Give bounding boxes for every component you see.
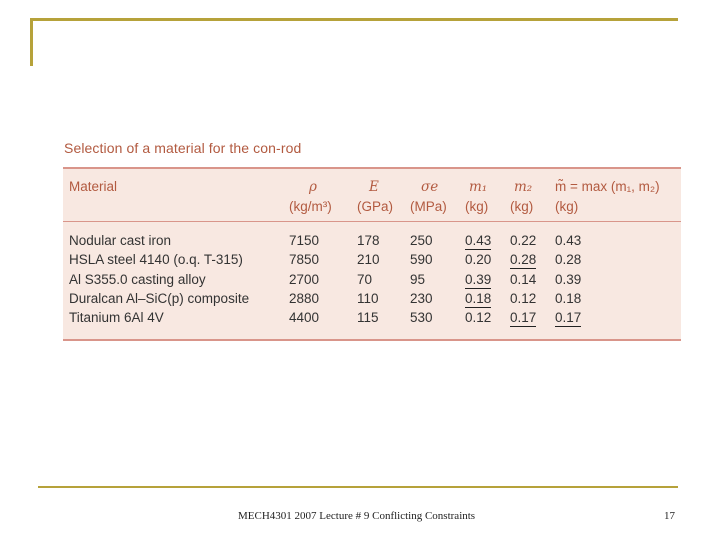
row-2-m2: 0.28 [510,252,537,267]
row-2-m1: 0.20 [465,252,492,267]
material-table [63,167,681,341]
row-1-material: Nodular cast iron [69,233,172,248]
row-5-mmax: 0.17 [555,310,582,325]
row-5-density: 4400 [289,310,320,325]
header-m2-unit: (kg) [510,199,534,214]
row-2-density: 7850 [289,252,320,267]
row-2-modulus: 210 [357,252,380,267]
row-3-modulus: 70 [357,272,373,287]
header-e-symbol: E [369,179,379,195]
header-e-unit: (GPa) [357,199,394,214]
row-1-density: 7150 [289,233,320,248]
row-1-m1: 0.43 [465,233,492,248]
header-m2-symbol: m₂ [514,179,533,195]
row-3-m2: 0.14 [510,272,537,287]
row-4-strength: 230 [410,291,433,306]
row-1-mmax: 0.43 [555,233,582,248]
row-3-density: 2700 [289,272,320,287]
row-5-m2: 0.17 [510,310,537,325]
page-number: 17 [664,510,675,522]
header-rho-symbol: ρ [309,179,317,195]
row-3-strength: 95 [410,272,426,287]
row-4-m2: 0.12 [510,291,537,306]
row-4-modulus: 110 [357,291,379,306]
row-3-mmax: 0.39 [555,272,582,287]
row-5-strength: 530 [410,310,433,325]
footer-course-title: MECH4301 2007 Lecture # 9 Conflicting Constraints [238,510,476,522]
row-5-modulus: 115 [357,310,379,325]
slide-frame-top-rule [30,18,678,21]
header-sigma-symbol: σe [421,179,439,195]
header-m1-unit: (kg) [465,199,489,214]
table-title: Selection of a material for the con-rod [64,140,302,156]
row-5-m1: 0.12 [465,310,492,325]
slide-footer-rule [38,486,678,488]
header-material: Material [69,179,118,194]
row-3-material: Al S355.0 casting alloy [69,272,206,287]
row-3-m1: 0.39 [465,272,492,287]
row-1-modulus: 178 [357,233,380,248]
header-m1-symbol: m₁ [469,179,488,195]
row-1-m2: 0.22 [510,233,537,248]
row-4-m1: 0.18 [465,291,492,306]
row-5-material: Titanium 6Al 4V [69,310,164,325]
row-1-strength: 250 [410,233,433,248]
row-2-mmax: 0.28 [555,252,582,267]
header-divider [63,221,681,222]
header-mmax-symbol: m̃ = max (m₁, m₂) [555,179,660,194]
header-sigma-unit: (MPa) [410,199,447,214]
slide-frame-left-rule [30,18,33,66]
row-4-density: 2880 [289,291,320,306]
row-2-material: HSLA steel 4140 (o.q. T-315) [69,252,243,267]
row-4-material: Duralcan Al–SiC(p) composite [69,291,250,306]
header-rho-unit: (kg/m³) [289,199,332,214]
row-2-strength: 590 [410,252,433,267]
header-mmax-unit: (kg) [555,199,579,214]
row-4-mmax: 0.18 [555,291,582,306]
